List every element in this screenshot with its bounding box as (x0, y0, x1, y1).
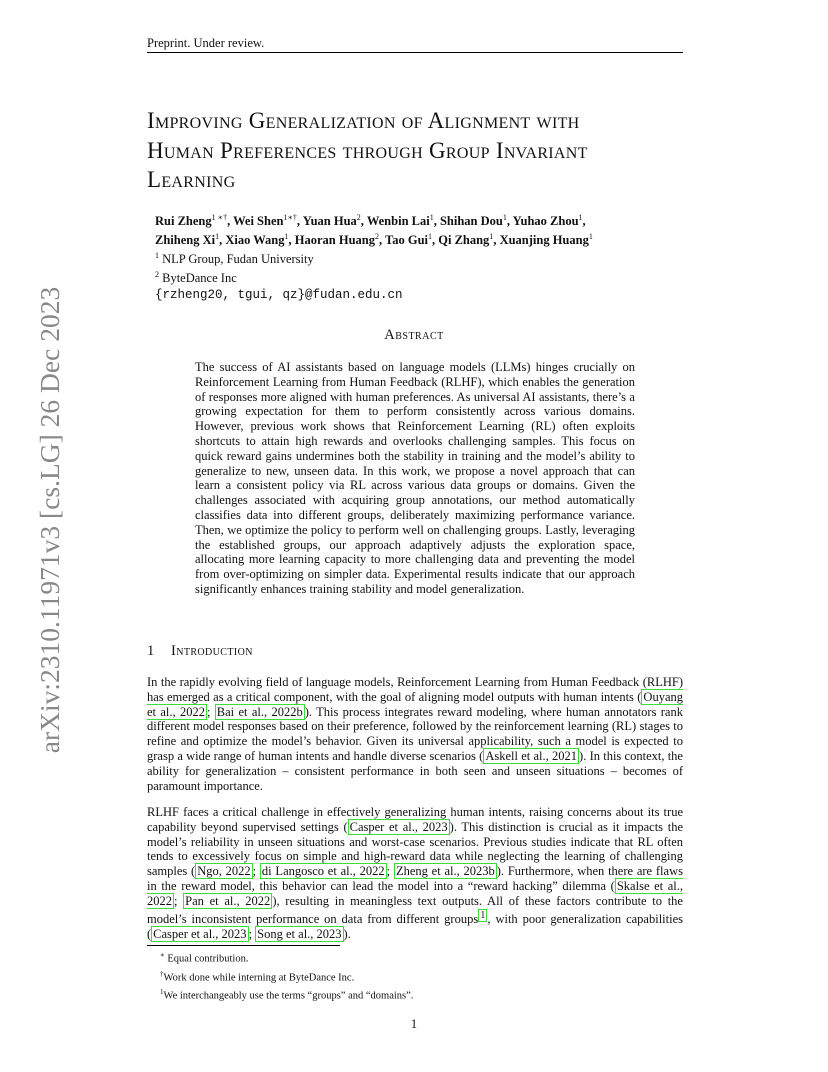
paragraph-text: ). This process integrates reward modeling, where human annotators rank different model responses based on their preference, followed by the reinforcement learning (RL) stages to refine and optimize the model’s behavior. Given its universal applicability, such a model is expected to grasp a wide range of human intents and handle diverse scenarios ( (147, 704, 683, 763)
author-mark: 2 (356, 213, 361, 222)
footnote-text: We interchangeably use the terms “groups” and “domains”. (163, 990, 414, 1002)
author-name: Wenbin Lai (366, 214, 430, 229)
citation-link[interactable]: Ouyang et al., 2022 (147, 689, 683, 719)
citation-link[interactable]: Pan et al., 2022 (185, 893, 271, 908)
footnote-2 (160, 967, 680, 986)
footnote-1 (160, 948, 680, 967)
author-mark: 1 (489, 232, 494, 242)
paper-title (147, 106, 707, 195)
paragraph-text: ). This distinction is crucial as it impacts the model’s reliability in unseen situations and worst-case scenarios. Previous studies indicate that RL often tends to excessively focus on simple and high-reward data while neglecting the learning of challenging samples ( (147, 819, 683, 879)
footnote-mark: † (160, 969, 164, 978)
citation-link[interactable]: Ngo, 2022 (197, 864, 251, 879)
author-name: Yuhao Zhou (512, 214, 579, 229)
author-mark: 1 (215, 232, 220, 242)
author-mark: 1 (429, 213, 434, 222)
affiliation-text: ByteDance Inc (162, 271, 237, 286)
citation-link[interactable]: Casper et al., 2023 (349, 819, 448, 834)
section-title: Introduction (171, 643, 253, 659)
title-line-3: Learning (147, 167, 236, 192)
citation-link[interactable]: Song et al., 2023 (257, 926, 342, 941)
affiliation-2 (155, 267, 695, 286)
citation-link[interactable]: Zheng et al., 2023b (395, 864, 495, 879)
author-name: Wei Shen (233, 214, 284, 229)
author-mark: 1 (588, 232, 593, 242)
paragraph-text: ; (252, 864, 260, 879)
author-name: Yuan Hua (302, 214, 357, 229)
author-name: Shihan Dou (439, 214, 503, 229)
author-email: {rzheng20, tgui, qz}@fudan.edu.cn (155, 287, 403, 302)
citation-link[interactable]: di Langosco et al., 2022 (261, 864, 385, 879)
citation-link[interactable]: Bai et al., 2022b (216, 704, 303, 719)
section-number: 1 (147, 643, 155, 659)
paragraph-text: ), resulting in meaningless text outputs. All of these factors contribute to the model’s inconsistent performance on data from different groups (147, 893, 683, 926)
title-line-1: Improving Generalization of Alignment with (147, 108, 580, 133)
affiliation-mark: 2 (155, 270, 159, 280)
running-head: Preprint. Under review. (147, 36, 265, 50)
author-mark: 1∗† (283, 213, 297, 222)
author-mark: 1 (502, 213, 507, 222)
page-number: 1 (410, 1017, 418, 1031)
author-name: Qi Zhang (438, 233, 490, 248)
arxiv-stamp[interactable]: arXiv:2310.11971v3 [cs.LG] 26 Dec 2023 (34, 286, 65, 754)
footnote-text: Equal contribution. (167, 953, 249, 965)
paragraph-text: ). Furthermore, when there are flaws in the reward model, this behavior can lead the model into a “reward hacking” dilemma ( (147, 864, 683, 893)
author-name: Zhiheng Xi (155, 233, 216, 248)
affiliation-1 (155, 248, 695, 267)
abstract-heading: Abstract (384, 327, 444, 343)
paragraph-text: ). In this context, the ability for generalization – consistent performance in both seen and unseen situations – becomes of paramount importance. (147, 748, 683, 793)
author-mark: 1 (428, 232, 432, 242)
footnote-mark: 1 (160, 988, 164, 996)
intro-paragraph-1 (147, 675, 683, 793)
footnote-mark: ∗ (160, 951, 165, 959)
author-mark: 1 ∗† (211, 213, 228, 222)
author-line-2: Zhiheng Xi$^1$, Xiao Wang$^1$, Haoran Huang$^2$, Tao Gui$^1$, Qi Zhang$^1$, Xuanjing Huang$^1$ (155, 232, 593, 248)
paragraph-text: ; (386, 864, 394, 879)
author-name: Haoran Huang (294, 233, 375, 248)
author-mark: 1 (578, 213, 583, 222)
paragraph-text: RLHF faces a critical challenge in effectively generalizing human intents, raising concerns about its true capability beyond supervised settings ( (147, 805, 683, 834)
paragraph-text: In the rapidly evolving field of language models, Reinforcement Learning from Human Feedback (RLHF) has emerged as a critical component, with the goal of aligning model outputs with human intents ( (147, 675, 683, 704)
citation-link[interactable]: Skalse et al., 2022 (147, 878, 683, 908)
affiliation-mark: 1 (155, 251, 159, 261)
abstract-text: The success of AI assistants based on language models (LLMs) hinges crucially on Reinforcement Learning from Human Feedback (RLHF), which enables the generation of responses more aligned with human preferences. As universal AI assistants, there’s a growing expectation for them to perform consistently across various domains. However, previous work shows that Reinforcement Learning (RL) often exploits shortcuts to attain high rewards and overlooks challenging samples. This focus on quick reward gains undermines both the stability in training and the model’s ability to generalize to new, unseen data. In this work, we propose a novel approach that can learn a consistent policy via RL across various data groups or domains. Given the challenges associated with acquiring group annotations, our method automatically classifies data into different groups, deliberately maximizing performance variance. Then, we optimize the policy to perform well on challenging groups. Lastly, leveraging the established groups, our approach adaptively adjusts the exploration space, allocating more learning capacity to more challenging data and preventing the model from over-optimizing on simpler data. Experimental results indicate that our approach significantly enhances training stability and model generalization. (195, 360, 635, 596)
footnote-link[interactable]: 1 (480, 909, 486, 921)
paragraph-text: ; (174, 893, 184, 908)
intro-paragraph-2 (147, 805, 683, 941)
paragraph-text: ; (248, 926, 256, 941)
author-block (155, 210, 695, 303)
author-name: Rui Zheng (155, 214, 212, 229)
citation-link[interactable]: Casper et al., 2023 (153, 926, 247, 941)
author-name: Xuanjing Huang (499, 233, 589, 248)
affiliation-text: NLP Group, Fudan University (162, 252, 314, 267)
paragraph-text: , with poor generalization capabilities ( (147, 911, 684, 941)
section-heading (147, 643, 253, 660)
title-line-2: Human Preferences through Group Invariant (147, 137, 588, 163)
author-mark: 1 (284, 232, 289, 242)
author-name: Tao Gui (385, 233, 428, 248)
citation-link[interactable]: Askell et al., 2021 (485, 748, 578, 763)
paragraph-text: ). (343, 926, 351, 941)
author-name: Xiao Wang (225, 233, 285, 248)
author-mark: 2 (375, 232, 379, 242)
footnote-rule (147, 945, 340, 946)
header-rule (147, 52, 683, 53)
author-line-1: Rui Zheng$^{1 ∗\dagger}$, Wei Shen$^{1∗\dagger}$, Yuan Hua$^2$, Wenbin Lai$^1$, Shihan Dou$^1$, Yuhao Zhou$^1$, (155, 213, 586, 229)
footnotes (160, 948, 680, 1004)
footnote-3 (160, 985, 680, 1004)
footnote-text: Work done while interning at ByteDance Inc. (163, 972, 355, 983)
paragraph-text: ; (206, 704, 215, 719)
